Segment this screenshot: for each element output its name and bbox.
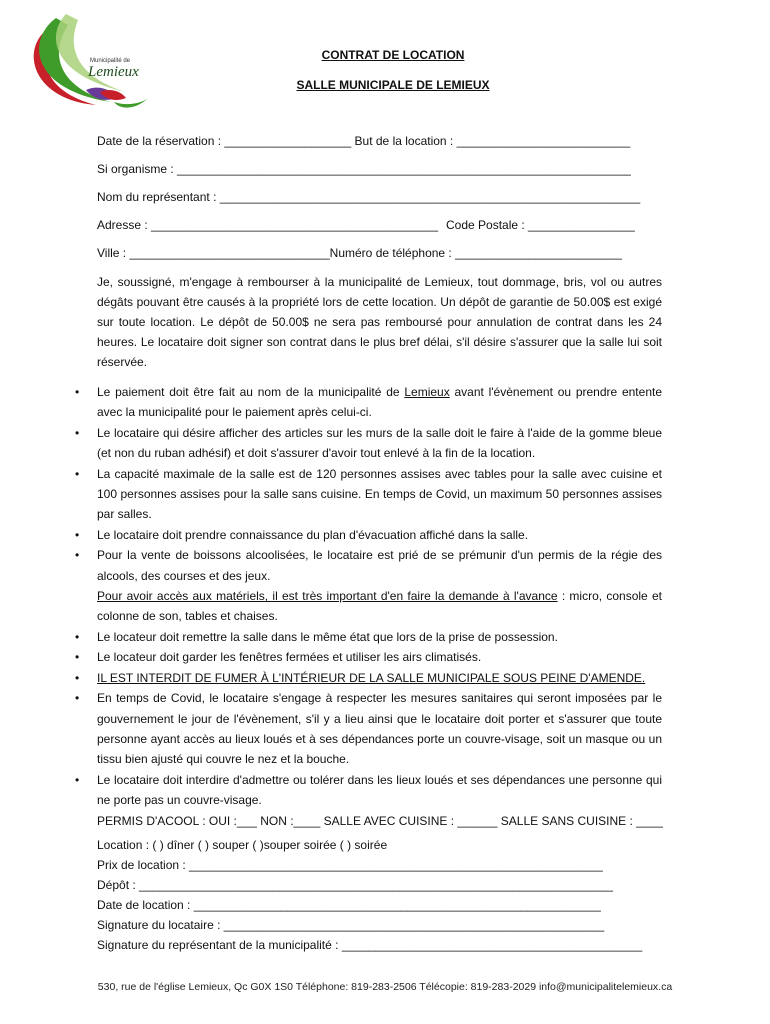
liability-paragraph: Je, soussigné, m'engage à rembourser à la municipalité de Lemieux, tout dommage, bris, vol ou autres dégâts pouvant être causés à la propriété lors de cette location. Un dépôt de garantie de 50.00$ est exigé sur toute location. Le dépôt de 50.00$ ne sera pas remboursé pour annulation de contrat dans les 24 heures. Le locataire doit signer son contrat dans le plus bref délai, s'il désire s'assurer que la salle lui soit réservée. [97,275,662,369]
list-item: • Le locateur doit remettre la salle dans le même état que lors de la prise de possession. [0,627,662,647]
tenant-signature-field[interactable]: Signature du locataire : _________________________________________________________ [97,918,605,932]
rules-list [0,382,770,831]
logo-brand-text: Lemieux [88,64,139,80]
list-item: • Le locataire doit interdire d'admettre ou tolérer dans les lieux loués et ses dépendances une personne qui ne porte pas un couvre-visage. [0,770,662,811]
list-item: • Le locataire qui désire afficher des articles sur les murs de la salle doit le faire à l'aide de la gomme bleue (et non du ruban adhésif) et doit s'assurer d'avoir tout enlevé à la fin de la location. [0,423,662,464]
logo-small-text: Municipalité de [90,58,131,64]
organization-field[interactable]: Si organisme : ____________________________________________________________________ [97,162,631,176]
deposit-field[interactable]: Dépôt : _______________________________________________________________________ [97,878,613,892]
postal-code-field[interactable]: Code Postale : ________________ [446,218,635,232]
city-phone-field[interactable]: Ville : ______________________________Numéro de téléphone : _________________________ [97,246,622,260]
location-options-line[interactable]: Location : ( ) dîner ( ) souper ( )souper soirée ( ) soirée [97,838,388,852]
list-item-continuation: Pour avoir accès aux matériels, il est très important d'en faire la demande à l'avance : micro, console et colonne de son, tables et chaises. [97,589,662,624]
list-item: • Le paiement doit être fait au nom de la municipalité de Lemieux avant l'évènement ou prendre entente avec la municipalité pour le paiement après celui-ci. [0,382,662,423]
list-item: • Le locateur doit garder les fenêtres fermées et utiliser les airs climatisés. [0,647,662,667]
list-item: • Pour la vente de boissons alcoolisées, le locataire est prié de se prémunir d'un permis de la régie des alcools, des courses et des jeux. [0,545,662,586]
representative-signature-field[interactable]: Signature du représentant de la municipalité : _____________________________________________ [97,938,643,952]
list-item: • IL EST INTERDIT DE FUMER À L'INTÉRIEUR DE LA SALLE MUNICIPALE SOUS PEINE D'AMENDE. [0,668,662,688]
list-item: • La capacité maximale de la salle est de 120 personnes assises avec tables pour la salle avec cuisine et 100 personnes assises pour la salle sans cuisine. En temps de Covid, un maximum 50 personnes assises par salles. [0,464,662,525]
rental-date-field[interactable]: Date de location : _____________________________________________________________ [97,898,601,912]
rental-price-field[interactable]: Prix de location : ______________________________________________________________ [97,858,603,872]
list-item: • En temps de Covid, le locataire s'engage à respecter les mesures sanitaires qui seront imposées par le gouvernement le jour de l'évènement, s'il y a lieu ainsi que le locataire doit porter et s'assurer que toute personne ayant accès au lieux loués et à ses dépendances porte un couvre-visage, soit un masque ou un tissu bien ajusté qui couvre le nez et la bouche. [0,688,662,770]
alcohol-permit-line[interactable]: PERMIS D'ACOOL : OUI :___ NON :____ SALLE AVEC CUISINE : ______ SALLE SANS CUISINE : ____ [97,813,663,828]
footer-contact: 530, rue de l'église Lemieux, Qc G0X 1S0 Téléphone: 819-283-2506 Télécopie: 819-283-2029 info@municipalitelemieux.ca [97,981,673,993]
representative-name-field[interactable]: Nom du représentant : _______________________________________________________________ [97,190,641,204]
address-postal-row [97,218,662,232]
contract-subtitle: SALLE MUNICIPALE DE LEMIEUX [296,78,490,92]
contract-title: CONTRAT DE LOCATION [321,48,465,62]
reservation-date-purpose-field[interactable]: Date de la réservation : ___________________ But de la location : __________________________ [97,134,631,148]
list-item: • Le locataire doit prendre connaissance du plan d'évacuation affiché dans la salle. [0,525,662,545]
address-field[interactable]: Adresse : ___________________________________________ [97,218,438,232]
